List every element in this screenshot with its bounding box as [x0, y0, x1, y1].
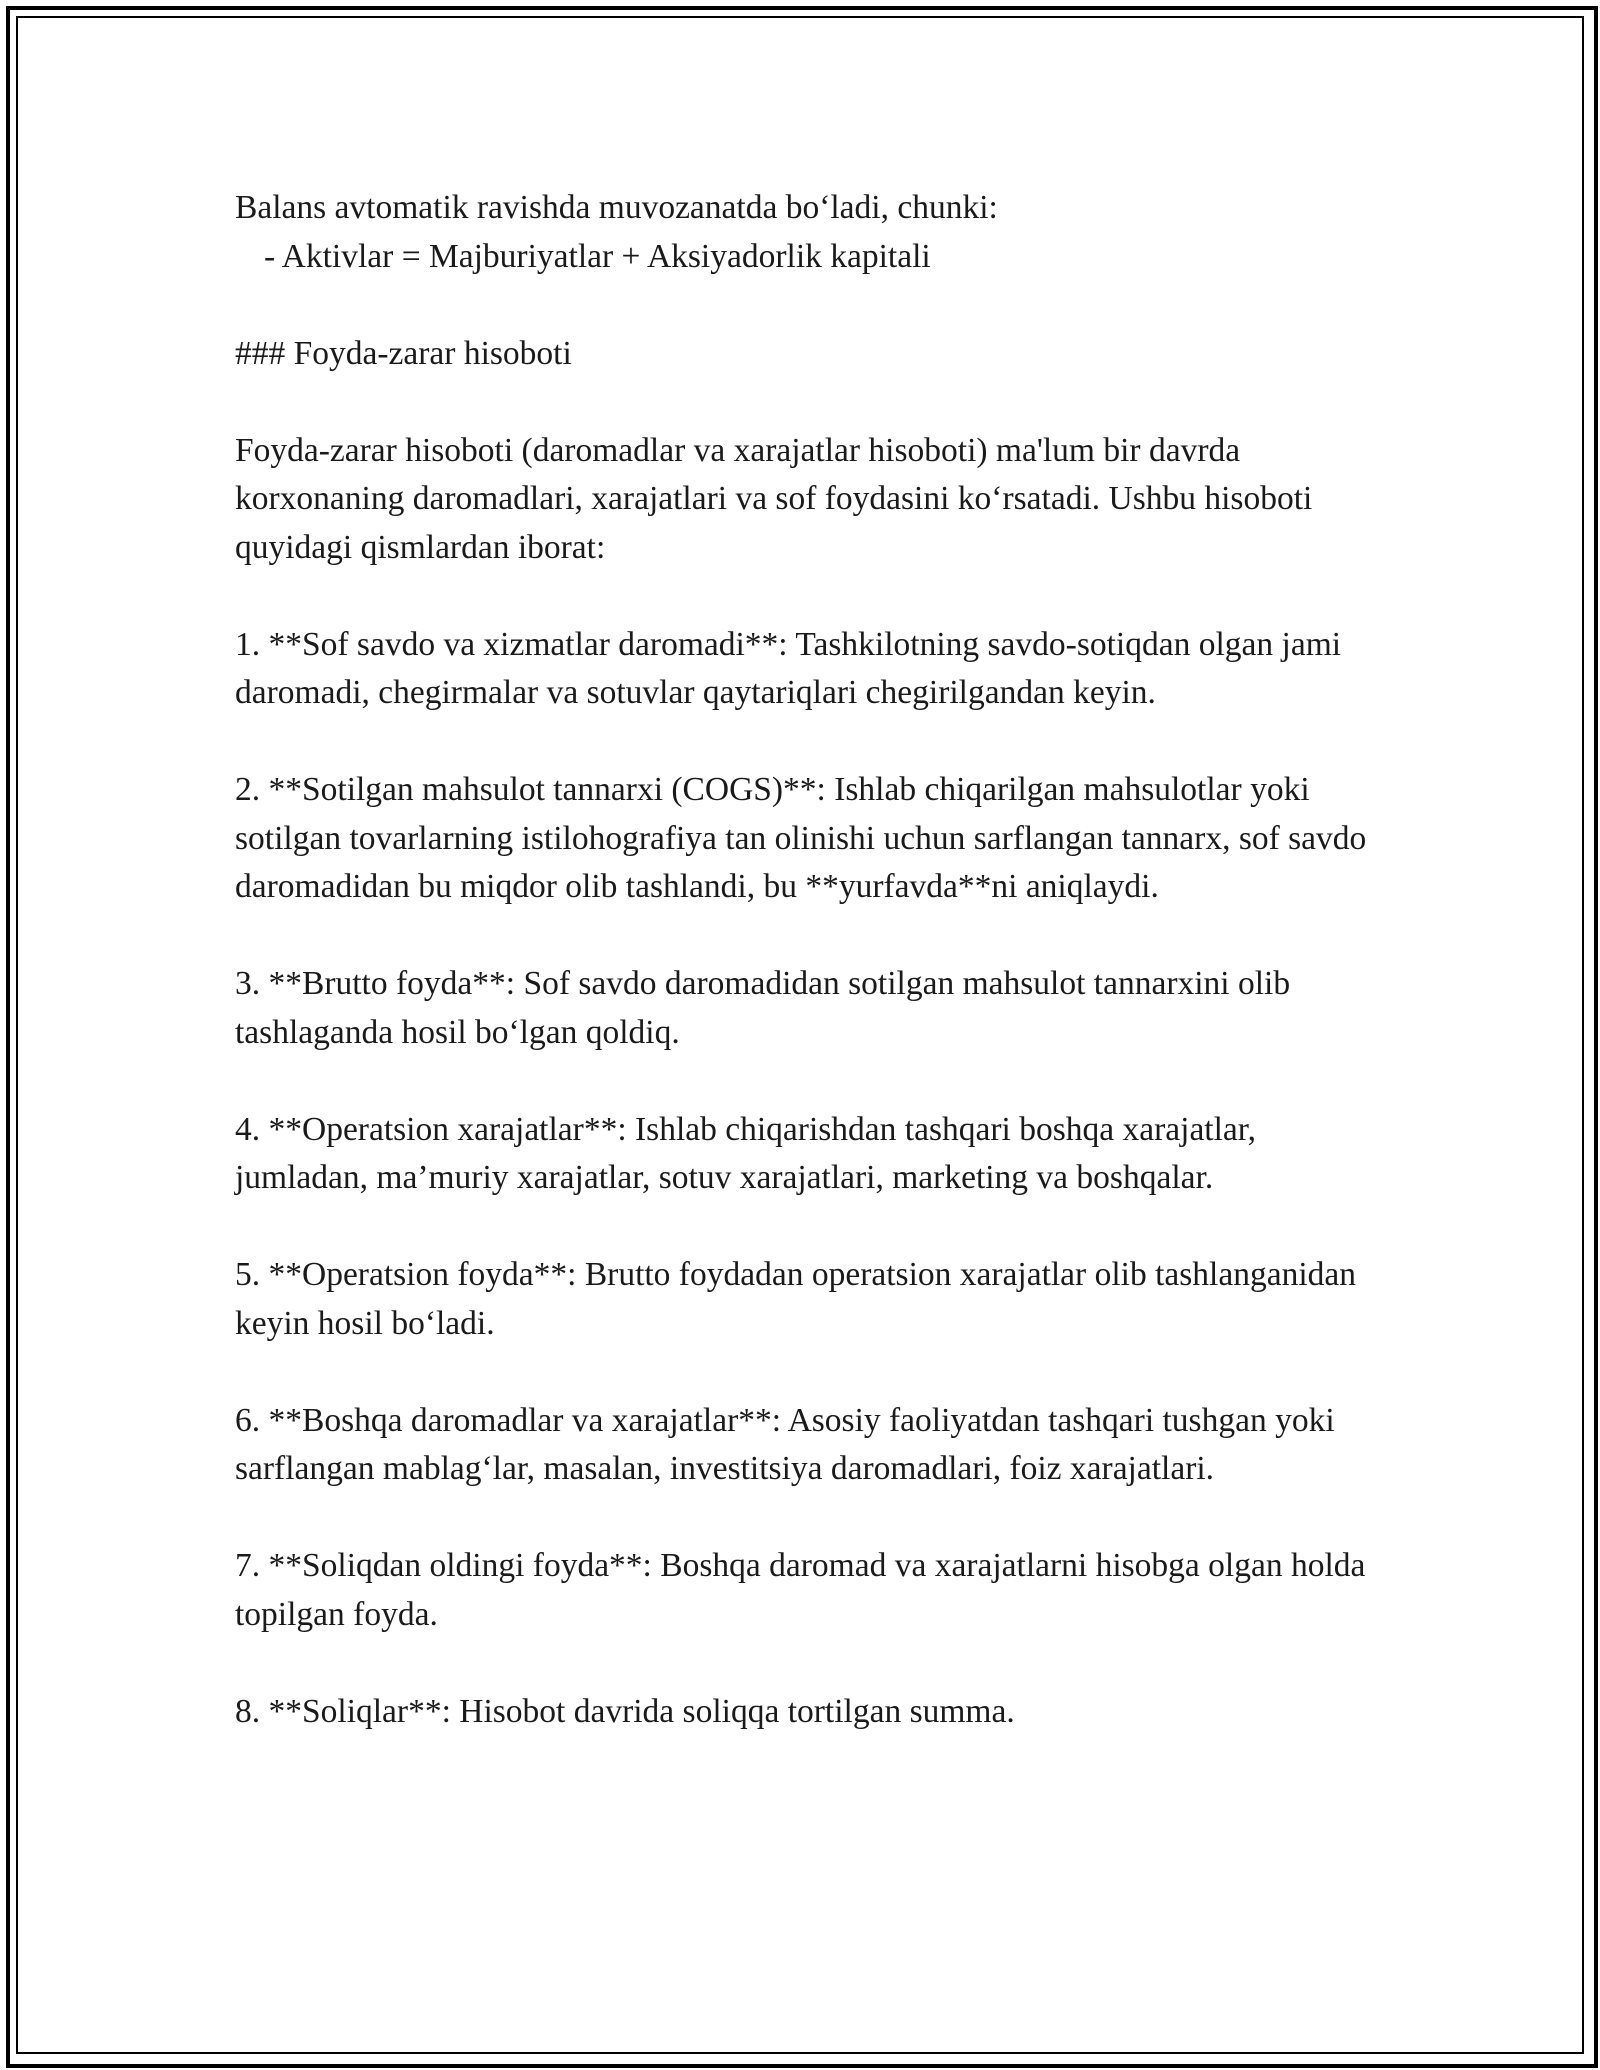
list-item: 4. **Operatsion xarajatlar**: Ishlab chiqarishdan tashqari boshqa xarajatlar, jumladan, ma’muriy xarajatlar, sotuv xarajatlari, marketing va boshqalar. — [235, 1110, 1265, 1196]
intro-line: Balans avtomatik ravishda muvozanatda bo‘ladi, chunki: — [235, 189, 998, 226]
list-item: 3. **Brutto foyda**: Sof savdo daromadidan sotilgan mahsulot tannarxini olib tashlaganda hosil bo‘lgan qoldiq. — [235, 965, 1299, 1051]
list-item: 5. **Operatsion foyda**: Brutto foydadan operatsion xarajatlar olib tashlanganidan keyin hosil bo‘ladi. — [235, 1256, 1365, 1342]
list-item: 1. **Sof savdo va xizmatlar daromadi**: Tashkilotning savdo-sotiqdan olgan jami daromadi, chegirmalar va sotuvlar qaytariqlari chegirilgandan keyin. — [235, 625, 1350, 711]
document-body — [235, 184, 1395, 1785]
section-heading: ### Foyda-zarar hisoboti — [235, 334, 572, 372]
section-description: Foyda-zarar hisoboti (daromadlar va xarajatlar hisoboti) ma'lum bir davrda korxonaning daromadlari, xarajatlari va sof foydasini ko‘rsatadi. Ushbu hisoboti quyidagi qismlardan iborat: — [235, 431, 1321, 566]
intro-block — [235, 184, 1395, 281]
intro-bullet: - Aktivlar = Majburiyatlar + Aksiyadorlik kapitali — [264, 237, 931, 275]
list-item: 8. **Soliqlar**: Hisobot davrida soliqqa tortilgan summa. — [235, 1692, 1015, 1730]
list-item: 2. **Sotilgan mahsulot tannarxi (COGS)**: Ishlab chiqarilgan mahsulotlar yoki sotilgan tovarlarning istilohografiya tan olinishi uchun sarflangan tannarx, sof savdo daromadidan bu miqdor olib tashlandi, bu **yurfavda**ni aniqlaydi. — [235, 771, 1375, 905]
list-item: 6. **Boshqa daromadlar va xarajatlar**: Asosiy faoliyatdan tashqari tushgan yoki sarflangan mablag‘lar, masalan, investitsiya daromadlari, foiz xarajatlari. — [235, 1401, 1344, 1487]
list-item: 7. **Soliqdan oldingi foyda**: Boshqa daromad va xarajatlarni hisobga olgan holda topilgan foyda. — [235, 1547, 1374, 1633]
